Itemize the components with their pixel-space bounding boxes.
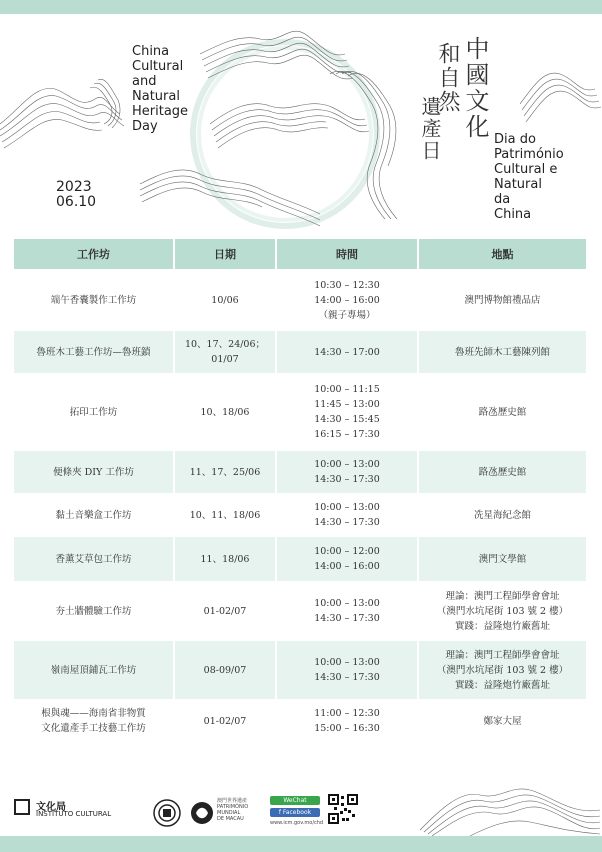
title-portuguese: Dia do Património Cultural e Natural da China — [494, 132, 564, 222]
cell-time: 10:00 – 11:15 11:45 – 13:00 14:30 – 15:45 16:15 – 17:30 — [276, 373, 418, 451]
cell-name: 嶺南屋頂鋪瓦工作坊 — [14, 641, 174, 699]
bottom-color-band — [0, 836, 602, 852]
cell-date: 11、18/06 — [174, 537, 276, 581]
cell-venue: 路氹歷史館 — [478, 406, 527, 418]
qr-code-icon — [328, 794, 358, 824]
cell-venue: 冼星海紀念館 — [473, 509, 531, 521]
event-year: 2023 — [56, 179, 92, 195]
cell-time: 14:30 – 17:00 — [276, 331, 418, 373]
header-venue: 地點 — [418, 239, 586, 269]
cell-name: 夯土牆體驗工作坊 — [14, 581, 174, 641]
event-day: 06.10 — [56, 194, 97, 210]
poster-footer: 文化局 INSTITUTO CULTURAL 澳門世界遺產 PATRIMÓNIO MUNDIAL DE MACAU WeChat f Facebook www.icm.gov.mo/chd — [0, 770, 602, 836]
cell-name: 黏土音樂盒工作坊 — [14, 493, 174, 537]
table-row — [14, 537, 586, 581]
cell-venue: 澳門文學館 — [418, 537, 586, 581]
cell-venue: 鄭家大屋 — [483, 715, 522, 727]
header-date: 日期 — [174, 239, 276, 269]
cell-venue: 理論：澳門工程師學會會址 （澳門水坑尾街 103 號 2 樓） 實踐：益隆炮竹廠舊址 — [418, 641, 586, 699]
table-row — [14, 373, 586, 451]
cell-date: 10、17、24/06； 01/07 — [174, 331, 276, 373]
cell-date: 10、18/06 — [174, 373, 276, 451]
title-chinese-col3: 遺產日 — [418, 96, 442, 162]
cell-venue: 澳門博物館禮品店 — [464, 294, 541, 306]
title-chinese-col2: 和自然 — [435, 42, 460, 114]
cell-date: 01-02/07 — [174, 699, 276, 743]
cell-name: 根與魂——海南省非物質 文化遺產手工技藝工作坊 — [14, 699, 174, 743]
social-links — [270, 796, 323, 826]
table-row — [14, 331, 586, 373]
title-chinese-col1: 中國文化 — [461, 36, 489, 140]
cell-name: 香薰艾草包工作坊 — [14, 537, 174, 581]
cell-date: 10、11、18/06 — [174, 493, 276, 537]
table-header-row — [14, 239, 586, 269]
table-row — [14, 269, 586, 331]
cell-date: 11、17、25/06 — [174, 451, 276, 493]
table-body — [14, 269, 586, 743]
world-heritage-emblem-icon — [152, 798, 182, 828]
cell-date: 08-09/07 — [174, 641, 276, 699]
table-row — [14, 451, 586, 493]
cell-time: 10:00 – 13:00 14:30 – 17:30 — [276, 581, 418, 641]
cell-time: 11:00 – 12:30 15:00 – 16:30 — [276, 699, 418, 743]
workshop-schedule-table — [14, 239, 586, 743]
ic-mark-icon — [14, 799, 30, 815]
cell-name: 端午香囊製作工作坊 — [14, 269, 174, 331]
event-date — [56, 180, 96, 210]
table-row — [14, 641, 586, 699]
cell-name: 魯班木工藝工作坊—魯班鎖 — [14, 331, 174, 373]
title-english: China Cultural and Natural Heritage Day — [132, 44, 189, 134]
table-row — [14, 493, 586, 537]
cell-venue: 魯班先師木工藝陳列館 — [418, 331, 586, 373]
table-row — [14, 581, 586, 641]
cell-time: 10:30 – 12:30 14:00 – 16:00 （親子專場） — [276, 269, 418, 331]
facebook-badge[interactable]: f Facebook — [270, 808, 320, 817]
cell-name: 拓印工作坊 — [14, 373, 174, 451]
wechat-badge[interactable]: WeChat — [270, 796, 320, 805]
website-url[interactable]: www.icm.gov.mo/chd — [270, 820, 324, 826]
cell-venue: 路氹歷史館 — [418, 451, 586, 493]
table-row — [14, 699, 586, 743]
header-workshop: 工作坊 — [14, 239, 174, 269]
cell-venue: 理論：澳門工程師學會會址 （澳門水坑尾街 103 號 2 樓） 實踐：益隆炮竹廠舊址 — [436, 590, 569, 632]
macau-heritage-emblem-icon — [190, 798, 214, 828]
poster-header — [0, 14, 602, 238]
cell-time: 10:00 – 13:00 14:30 – 17:30 — [276, 493, 418, 537]
cell-date: 01-02/07 — [174, 581, 276, 641]
cell-name: 便條夾 DIY 工作坊 — [14, 451, 174, 493]
cell-time: 10:00 – 12:00 14:00 – 16:00 — [276, 537, 418, 581]
top-color-band — [0, 0, 602, 14]
cell-date: 10/06 — [174, 269, 276, 331]
header-time: 時間 — [276, 239, 418, 269]
cell-time: 10:00 – 13:00 14:30 – 17:30 — [276, 451, 418, 493]
cell-time: 10:00 – 13:00 14:30 – 17:30 — [276, 641, 418, 699]
macau-heritage-text: 澳門世界遺產 PATRIMÓNIO MUNDIAL DE MACAU — [217, 798, 249, 822]
footer-mountain-artwork — [410, 770, 602, 836]
